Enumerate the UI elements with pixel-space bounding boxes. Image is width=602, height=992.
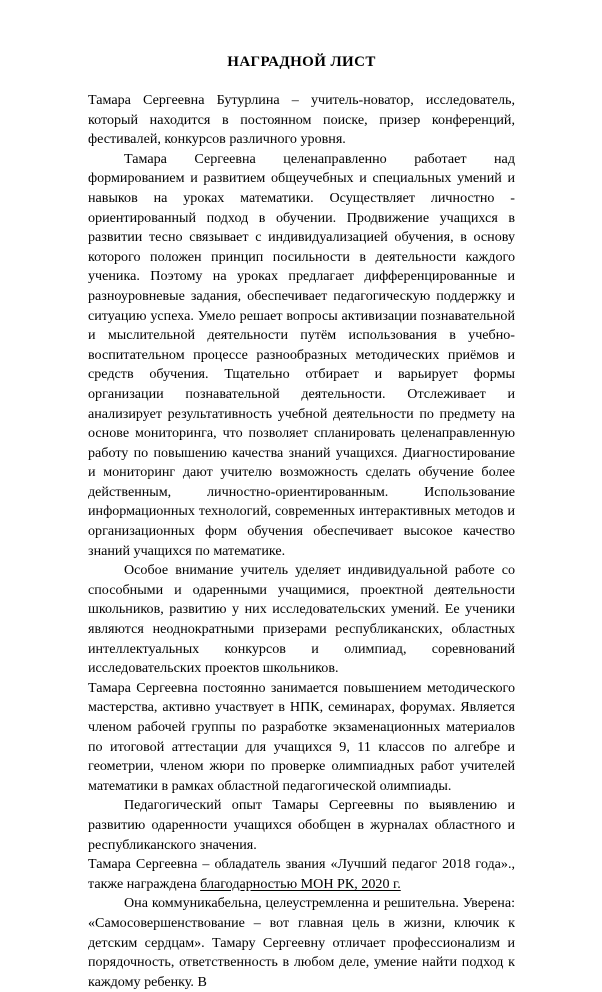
page-title: НАГРАДНОЙ ЛИСТ: [227, 54, 376, 70]
paragraph-awards: [88, 855, 515, 894]
paragraph-professional-activity: Тамара Сергеевна целенаправленно работает над формированием и развитием общеучебных и специальных умений и навыков на уроках математики. Осуществляет личностно - ориентированный подход в обучении. Продвижение учащихся в развитии тесно связывает с индивидуализацией обучения, в основу которого положен принцип посильности в деятельности каждого ученика. Поэтому на уроках предлагает дифференцированные и разноуровневые задания, обеспечивает педагогическую поддержку и ситуацию успеха. Умело решает вопросы активизации познавательной и мыслительной деятельности путём использования в учебно-воспитательном процессе разнообразных методических приёмов и средств обучения. Тщательно отбирает и варьирует формы организации познавательной деятельности. Отслеживает и анализирует результативность учебной деятельности по предмету на основе мониторинга, что позволяет спланировать целенаправленную работу по повышению качества знаний учащихся. Диагностирование и мониторинг дают учителю возможность сделать обучение более действенным, личностно-ориентированным. Использование информационных технологий, современных интерактивных методов и организационных форм обучения обеспечивает высокое качество знаний учащихся по математике.: [88, 150, 515, 559]
paragraph-gifted-students: Особое внимание учитель уделяет индивидуальной работе со способными и одаренными учащимися, проектной деятельности школьников, развитию у них исследовательских умений. Ее ученики являются неоднократными призерами республиканских, областных интеллектуальных конкурсов и олимпиад, соревнований исследовательских проектов школьников.: [88, 562, 515, 677]
paragraph-intro: Тамара Сергеевна Бутурлина – учитель-новатор, исследователь, который находится в постоянном поиске, призер конференций, фестивалей, конкурсов различного уровня.: [88, 92, 515, 148]
paragraph-methodical-mastery: Тамара Сергеевна постоянно занимается повышением методического мастерства, активно участвует в НПК, семинарах, форумах. Является членом рабочей группы по разработке экзаменационных материалов по итоговой аттестации для учащихся 9, 11 классов по алгебре и геометрии, членом жюри по проверке олимпиадных работ учителей математики в рамках областной педагогической олимпиады.: [88, 679, 515, 794]
document-body: [88, 0, 515, 992]
paragraph-pedagogical-experience: Педагогический опыт Тамары Сергеевны по выявлению и развитию одаренности учащихся обобщен в журналах областного и республиканского значения.: [88, 797, 515, 853]
paragraph-personal-qualities: Она коммуникабельна, целеустремленна и решительна. Уверена: «Самосовершенствование – вот главная цель в жизни, ключик к детским сердцам». Тамару Сергеевну отличает профессионализм и порядочность, ответственность в любом деле, умение найти подход к каждому ребенку. В: [88, 895, 515, 990]
awards-text-before: Тамара Сергеевна – обладатель звания «Лучший педагог 2018 года»., также награждена: [88, 856, 515, 892]
awards-text-underlined: благодарностью МОН РК, 2020 г.: [200, 875, 401, 892]
